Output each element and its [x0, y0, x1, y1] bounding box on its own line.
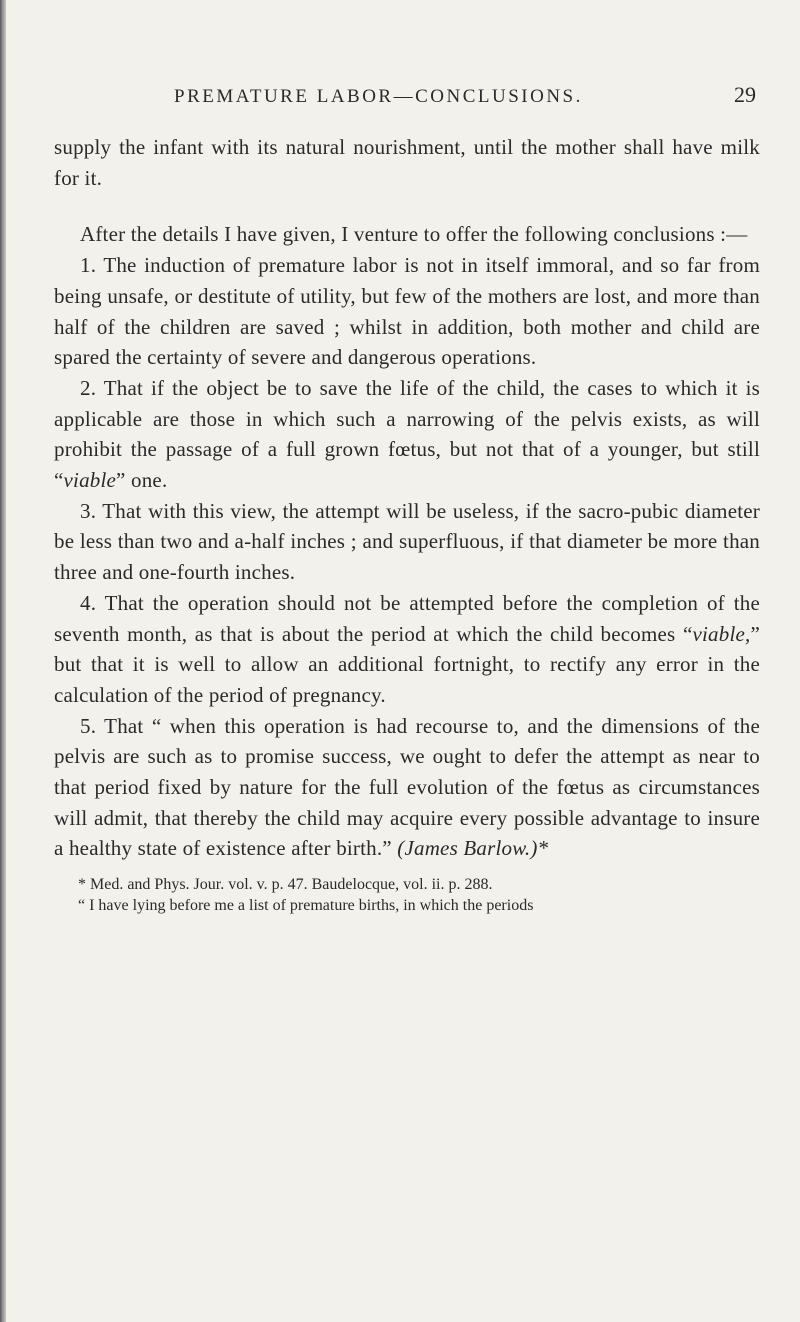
conclusion-5 [54, 711, 760, 865]
footnote-2: “ I have lying before me a list of premature births, in which the periods [78, 897, 534, 915]
conclusion-5-text: 5. That “ when this operation is had recourse to, and the dimensions of the pelvis are such as to promise success, we ought to defer the attempt as near to that period fixed by nature for the full evolution of the fœtus as circumstances will admit, that thereby the child may acquire every possible advantage to insure a healthy state of existence after birth.” [54, 713, 760, 861]
book-page [54, 82, 760, 916]
conclusion-4-text: 4. That the operation should not be attempted before the completion of the seventh month, as that is about the period at which the child becomes “ [54, 590, 760, 646]
running-head [54, 82, 760, 116]
conclusion-5-citation: (James Barlow.)* [397, 836, 549, 861]
conclusion-1: 1. The induction of premature labor is not in itself immoral, and so far from being unsafe, or destitute of utility, but few of the mothers are lost, and more than half of the children are saved ; whilst in addition, both mother and child are spared the certainty of severe and dangerous operations. [54, 253, 760, 370]
conclusion-2-italic: viable [63, 468, 117, 493]
conclusion-2-tail: ” one. [116, 468, 168, 493]
page-edge-shadow [0, 0, 6, 1322]
conclusion-2-text: 2. That if the object be to save the life of the child, the cases to which it is applicable are those in which such a narrowing of the pelvis exists, as will prohibit the passage of a full grown fœtus, but not that of a younger, but still “ [54, 375, 760, 493]
conclusion-4-italic: viable, [692, 621, 751, 646]
conclusion-4 [54, 588, 760, 711]
conclusion-2 [54, 373, 760, 496]
page-number: 29 [734, 82, 756, 107]
paragraph-intro: After the details I have given, I venture to offer the following conclusions :— [80, 222, 748, 247]
footnotes [54, 874, 760, 916]
body-text [54, 132, 760, 864]
running-title: PREMATURE LABOR—CONCLUSIONS. [174, 86, 583, 107]
paragraph-continuation: supply the infant with its natural nourishment, until the mother shall have milk for it. [54, 135, 760, 190]
conclusion-4-tail: ” but that it is well to allow an additional fortnight, to rectify any error in the calculation of the period of pregnancy. [54, 621, 760, 707]
conclusion-3: 3. That with this view, the attempt will be useless, if the sacro-pubic diameter be less than two and a-half inches ; and superfluous, if that diameter be more than three and one-fourth inches. [54, 498, 760, 585]
footnote-1: * Med. and Phys. Jour. vol. v. p. 47. Baudelocque, vol. ii. p. 288. [78, 876, 493, 894]
